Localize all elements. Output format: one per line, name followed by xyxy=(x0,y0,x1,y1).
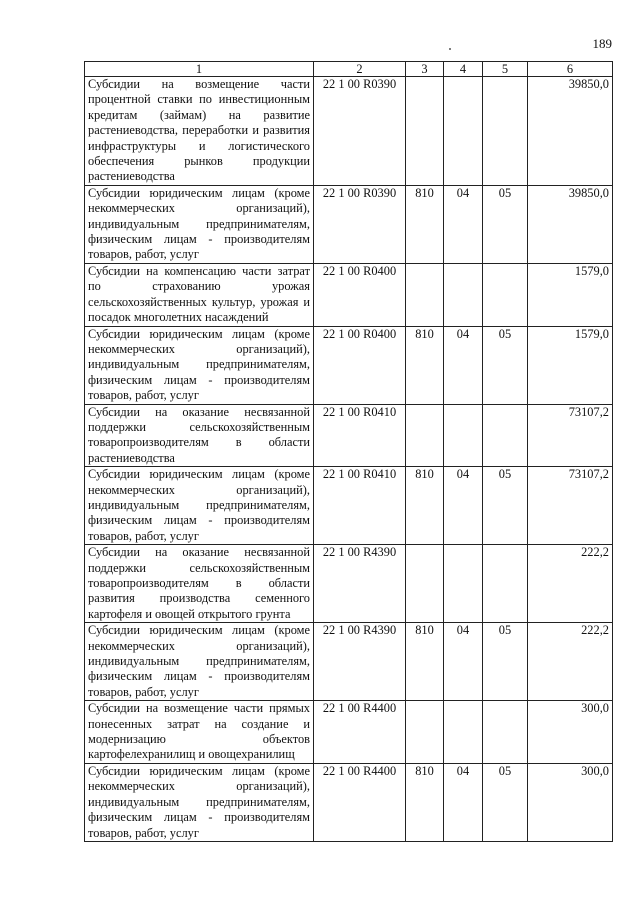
row-col5: 05 xyxy=(483,185,528,263)
row-col3: 810 xyxy=(406,623,444,701)
row-name: Субсидии на компенсацию части затрат по страхованию урожая сельскохозяйственных культур, урожая и посадок многолетних насаждений xyxy=(85,263,314,326)
row-code: 22 1 00 R0410 xyxy=(314,404,406,467)
table-row xyxy=(85,701,613,764)
row-code: 22 1 00 R0400 xyxy=(314,326,406,404)
row-amount: 39850,0 xyxy=(528,185,613,263)
header-cell-6: 6 xyxy=(528,62,613,77)
table-row xyxy=(85,326,613,404)
row-code: 22 1 00 R0390 xyxy=(314,185,406,263)
row-name: Субсидии на возмещение части прямых понесенных затрат на создание и модернизацию объектов картофелехранилищ и овощехранилищ xyxy=(85,701,314,764)
row-col5 xyxy=(483,263,528,326)
row-code: 22 1 00 R4390 xyxy=(314,623,406,701)
row-name: Субсидии юридическим лицам (кроме некоммерческих организаций), индивидуальным предпринимателям, физическим лицам - производителям товаров, работ, услуг xyxy=(85,185,314,263)
row-col4: 04 xyxy=(444,467,483,545)
row-col3 xyxy=(406,404,444,467)
row-col3 xyxy=(406,545,444,623)
header-cell-1: 1 xyxy=(85,62,314,77)
row-amount: 1579,0 xyxy=(528,326,613,404)
row-amount: 300,0 xyxy=(528,701,613,764)
row-col4 xyxy=(444,404,483,467)
header-cell-3: 3 xyxy=(406,62,444,77)
row-col5: 05 xyxy=(483,623,528,701)
row-amount: 222,2 xyxy=(528,545,613,623)
row-col5: 05 xyxy=(483,467,528,545)
row-code: 22 1 00 R4400 xyxy=(314,701,406,764)
row-col5: 05 xyxy=(483,763,528,841)
header-cell-4: 4 xyxy=(444,62,483,77)
row-amount: 73107,2 xyxy=(528,404,613,467)
table-row xyxy=(85,623,613,701)
row-col5 xyxy=(483,701,528,764)
row-col4 xyxy=(444,77,483,186)
scan-speck xyxy=(449,48,451,50)
table-row xyxy=(85,545,613,623)
row-amount: 1579,0 xyxy=(528,263,613,326)
budget-table xyxy=(84,61,613,842)
table-row xyxy=(85,263,613,326)
row-name: Субсидии на оказание несвязанной поддержки сельскохозяйственным товаропроизводителям в области развития производства семенного картофеля и овощей открытого грунта xyxy=(85,545,314,623)
row-col3 xyxy=(406,701,444,764)
page-number: 189 xyxy=(592,36,612,51)
row-amount: 73107,2 xyxy=(528,467,613,545)
row-col5 xyxy=(483,404,528,467)
row-name: Субсидии юридическим лицам (кроме некоммерческих организаций), индивидуальным предпринимателям, физическим лицам - производителям товаров, работ, услуг xyxy=(85,623,314,701)
header-row xyxy=(85,62,613,77)
row-amount: 39850,0 xyxy=(528,77,613,186)
row-code: 22 1 00 R0390 xyxy=(314,77,406,186)
row-col3 xyxy=(406,77,444,186)
row-col4 xyxy=(444,263,483,326)
row-col4: 04 xyxy=(444,623,483,701)
row-name: Субсидии на оказание несвязанной поддержки сельскохозяйственным товаропроизводителям в области растениеводства xyxy=(85,404,314,467)
row-col5 xyxy=(483,545,528,623)
row-col5: 05 xyxy=(483,326,528,404)
row-col3: 810 xyxy=(406,763,444,841)
row-code: 22 1 00 R4390 xyxy=(314,545,406,623)
row-col3: 810 xyxy=(406,185,444,263)
row-col3: 810 xyxy=(406,467,444,545)
table-row xyxy=(85,404,613,467)
table-row xyxy=(85,763,613,841)
row-code: 22 1 00 R0410 xyxy=(314,467,406,545)
row-col4: 04 xyxy=(444,185,483,263)
row-col3 xyxy=(406,263,444,326)
table-row xyxy=(85,77,613,186)
row-col5 xyxy=(483,77,528,186)
row-col4 xyxy=(444,701,483,764)
row-name: Субсидии юридическим лицам (кроме некоммерческих организаций), индивидуальным предпринимателям, физическим лицам - производителям товаров, работ, услуг xyxy=(85,763,314,841)
table-row xyxy=(85,185,613,263)
row-amount: 222,2 xyxy=(528,623,613,701)
row-col4 xyxy=(444,545,483,623)
header-cell-2: 2 xyxy=(314,62,406,77)
row-name: Субсидии юридическим лицам (кроме некоммерческих организаций), индивидуальным предпринимателям, физическим лицам - производителям товаров, работ, услуг xyxy=(85,467,314,545)
row-col4: 04 xyxy=(444,326,483,404)
row-col3: 810 xyxy=(406,326,444,404)
row-name: Субсидии на возмещение части процентной ставки по инвестиционным кредитам (займам) на развитие растениеводства, переработки и развития инфраструктуры и логистического обеспечения рынков продукции растениеводства xyxy=(85,77,314,186)
row-col4: 04 xyxy=(444,763,483,841)
row-code: 22 1 00 R0400 xyxy=(314,263,406,326)
row-code: 22 1 00 R4400 xyxy=(314,763,406,841)
row-amount: 300,0 xyxy=(528,763,613,841)
header-cell-5: 5 xyxy=(483,62,528,77)
table-row xyxy=(85,467,613,545)
row-name: Субсидии юридическим лицам (кроме некоммерческих организаций), индивидуальным предпринимателям, физическим лицам - производителям товаров, работ, услуг xyxy=(85,326,314,404)
